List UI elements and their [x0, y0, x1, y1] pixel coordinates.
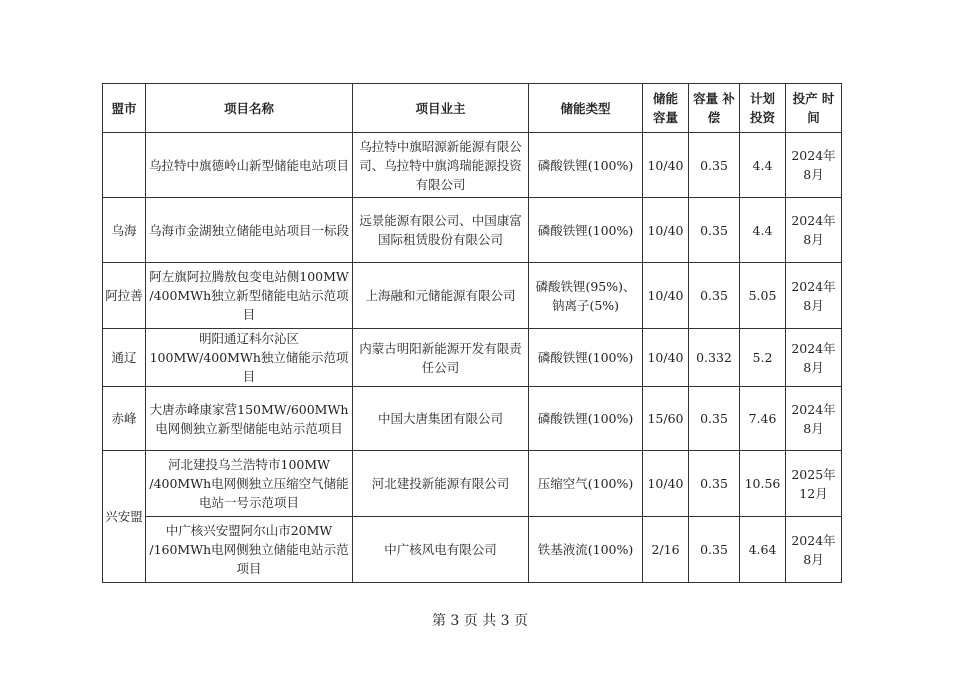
investment-cell: 4.4	[740, 198, 786, 263]
commission-cell: 2024年8月	[786, 517, 842, 583]
table-row	[103, 387, 842, 451]
compensation-cell: 0.35	[689, 387, 740, 451]
capacity-cell: 10/40	[643, 451, 689, 517]
storage-type-cell: 磷酸铁锂(100%)	[529, 133, 643, 198]
compensation-cell: 0.35	[689, 198, 740, 263]
owner-cell: 内蒙古明阳新能源开发有限责任公司	[353, 329, 529, 387]
storage-type-cell: 磷酸铁锂(100%)	[529, 198, 643, 263]
header-investment: 计划 投资	[740, 84, 786, 133]
table-row	[103, 198, 842, 263]
owner-cell: 上海融和元储能源有限公司	[353, 263, 529, 329]
compensation-cell: 0.35	[689, 517, 740, 583]
capacity-cell: 10/40	[643, 133, 689, 198]
project-table	[102, 83, 842, 583]
project-name-cell: 乌拉特中旗德岭山新型储能电站项目	[146, 133, 353, 198]
investment-cell: 4.64	[740, 517, 786, 583]
storage-type-cell: 磷酸铁锂(95%)、钠离子(5%)	[529, 263, 643, 329]
project-name-cell: 中广核兴安盟阿尔山市20MW /160MWh电网侧独立储能电站示范项目	[146, 517, 353, 583]
header-league: 盟市	[103, 84, 146, 133]
header-compensation: 容量 补偿	[689, 84, 740, 133]
commission-cell: 2025年12月	[786, 451, 842, 517]
compensation-cell: 0.35	[689, 451, 740, 517]
header-row	[103, 84, 842, 133]
table-row	[103, 517, 842, 583]
header-owner: 项目业主	[353, 84, 529, 133]
project-name-cell: 阿左旗阿拉腾敖包变电站侧100MW /400MWh独立新型储能电站示范项目	[146, 263, 353, 329]
commission-cell: 2024年8月	[786, 198, 842, 263]
storage-type-cell: 磷酸铁锂(100%)	[529, 387, 643, 451]
table-row	[103, 329, 842, 387]
capacity-cell: 10/40	[643, 263, 689, 329]
league-cell: 乌海	[103, 198, 146, 263]
header-capacity: 储能 容量	[643, 84, 689, 133]
investment-cell: 4.4	[740, 133, 786, 198]
investment-cell: 7.46	[740, 387, 786, 451]
owner-cell: 乌拉特中旗昭源新能源有限公司、乌拉特中旗鸿瑞能源投资有限公司	[353, 133, 529, 198]
storage-type-cell: 铁基液流(100%)	[529, 517, 643, 583]
capacity-cell: 10/40	[643, 329, 689, 387]
project-name-cell: 乌海市金湖独立储能电站项目一标段	[146, 198, 353, 263]
league-cell: 赤峰	[103, 387, 146, 451]
league-cell: 兴安盟	[103, 451, 146, 583]
league-cell: 通辽	[103, 329, 146, 387]
compensation-cell: 0.35	[689, 133, 740, 198]
investment-cell: 5.05	[740, 263, 786, 329]
league-cell: 阿拉善	[103, 263, 146, 329]
table-row	[103, 133, 842, 198]
owner-cell: 中国大唐集团有限公司	[353, 387, 529, 451]
capacity-cell: 10/40	[643, 198, 689, 263]
owner-cell: 中广核风电有限公司	[353, 517, 529, 583]
project-name-cell: 大唐赤峰康家营150MW/600MWh电网侧独立新型储能电站示范项目	[146, 387, 353, 451]
compensation-cell: 0.332	[689, 329, 740, 387]
owner-cell: 河北建投新能源有限公司	[353, 451, 529, 517]
page-number: 第 3 页 共 3 页	[431, 613, 529, 629]
project-name-cell: 明阳通辽科尔沁区100MW/400MWh独立储能示范项目	[146, 329, 353, 387]
commission-cell: 2024年8月	[786, 329, 842, 387]
league-cell	[103, 133, 146, 198]
header-project-name: 项目名称	[146, 84, 353, 133]
compensation-cell: 0.35	[689, 263, 740, 329]
storage-type-cell: 磷酸铁锂(100%)	[529, 329, 643, 387]
table-row	[103, 263, 842, 329]
header-storage-type: 储能类型	[529, 84, 643, 133]
storage-type-cell: 压缩空气(100%)	[529, 451, 643, 517]
table-row	[103, 451, 842, 517]
investment-cell: 5.2	[740, 329, 786, 387]
capacity-cell: 2/16	[643, 517, 689, 583]
header-commission: 投产 时间	[786, 84, 842, 133]
owner-cell: 远景能源有限公司、中国康富国际租赁股份有限公司	[353, 198, 529, 263]
commission-cell: 2024年8月	[786, 387, 842, 451]
investment-cell: 10.56	[740, 451, 786, 517]
capacity-cell: 15/60	[643, 387, 689, 451]
commission-cell: 2024年8月	[786, 263, 842, 329]
project-name-cell: 河北建投乌兰浩特市100MW /400MWh电网侧独立压缩空气储能电站一号示范项目	[146, 451, 353, 517]
commission-cell: 2024年8月	[786, 133, 842, 198]
